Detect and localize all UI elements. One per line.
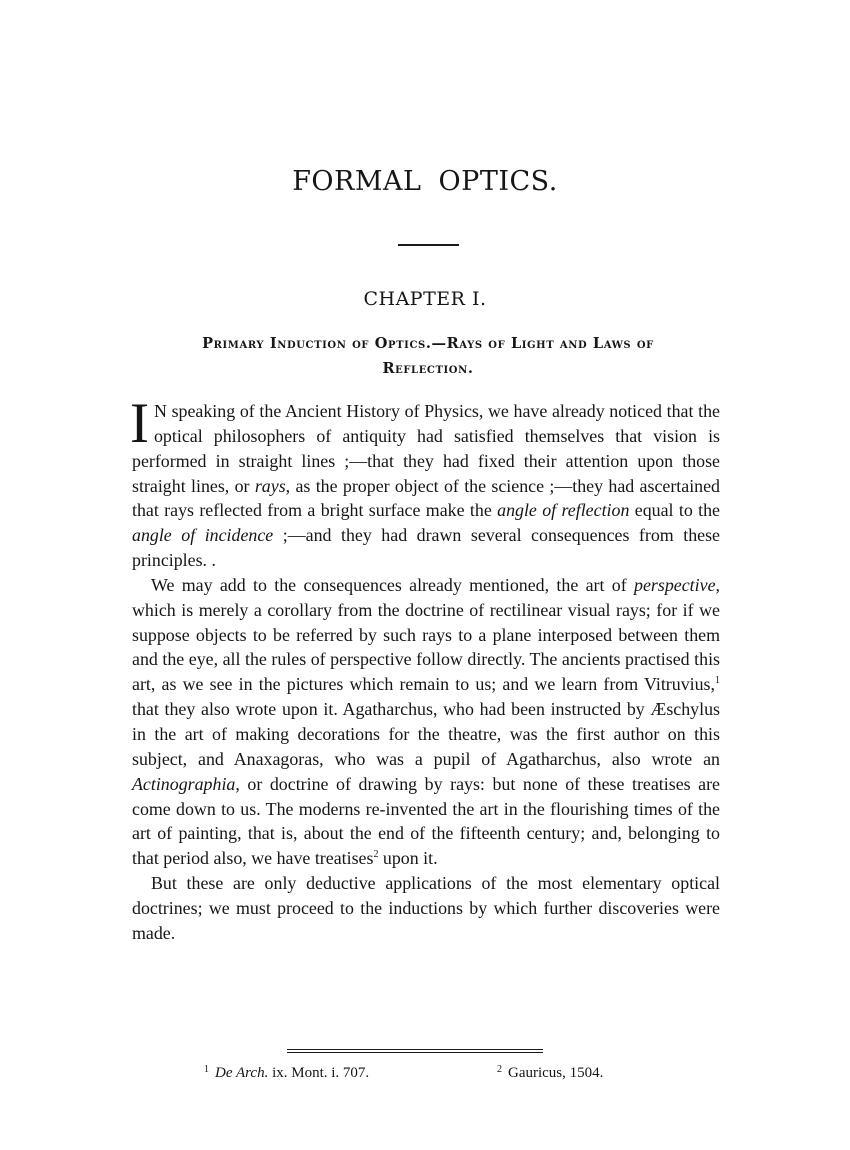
footnote-divider-double <box>287 1052 543 1053</box>
footnote-ref-2[interactable]: 2 <box>373 849 379 861</box>
page-title: FORMAL OPTICS. <box>292 166 558 197</box>
paragraph-1-text-1: N speaking of the Ancient History of Physics, we have already noticed that the optical philosophers of antiquity had satisfied themselves that vision is performed in straight lines ;—that they had fixed their attention upon those straight lines, or <box>132 401 720 496</box>
footnote-1 <box>204 1064 369 1082</box>
paragraph-3: But these are only deductive applications of the most elementary optical doctrines; we must proceed to the inductions by which further discoveries were made. <box>132 873 720 943</box>
footnote-2-mark: 2 <box>497 1064 502 1075</box>
chapter-heading: CHAPTER I. <box>363 288 487 310</box>
paragraph-1-italic-rays: rays <box>254 475 286 496</box>
paragraph-2-italic-perspective: perspective <box>634 574 716 595</box>
body-text <box>130 392 721 946</box>
paragraph-2-text-2: , which is merely a corollary from the doctrine of rectilinear visual rays; for if we suppose objects to be referred by such rays to a plane interposed between them and the eye, all the rules of perspective follow directly. The ancients practised this art, as we see in the pictures which remain to us; and we learn from Vitruvius, <box>132 574 720 695</box>
paragraph-2-text-1: We may add to the consequences already mentioned, the art of <box>151 574 635 595</box>
paragraph-1-text-4: ;—and they had drawn several consequences from these principles. . <box>132 525 720 571</box>
paragraph-2 <box>132 573 720 871</box>
title-divider <box>398 244 459 246</box>
footnote-1-mark: 1 <box>204 1064 209 1075</box>
drop-cap: I <box>130 392 149 455</box>
footnote-2 <box>497 1064 603 1082</box>
paragraph-1 <box>130 392 721 573</box>
paragraph-1-text-3: equal to the <box>629 500 720 521</box>
paragraph-2-text-4: , or doctrine of drawing by rays: but none of these treatises are come down to us. The moderns re-invented the art in the flourishing times of the art of painting, that is, about the end of the fifteenth century; and, belonging to that period also, we have treatises <box>132 773 720 869</box>
footnote-1-text: ix. Mont. i. 707. <box>268 1065 370 1081</box>
footnote-ref-1[interactable]: 1 <box>715 675 720 687</box>
paragraph-2-text-5: upon it. <box>378 848 438 869</box>
footnote-divider-left <box>287 1049 543 1050</box>
paragraph-1-italic-angle-incidence: angle of incidence <box>132 525 274 546</box>
paragraph-2-text-3: that they also wrote upon it. Agatharchus, who had been instructed by Æschylus in the art of making decorations for the theatre, was the first author on this subject, and Anaxagoras, who was a pupil of Agatharchus, also wrote an <box>132 699 720 769</box>
paragraph-1-text-2: , as the proper object of the science ;—they had ascertained that rays reflected from a bright surface make the <box>132 475 721 521</box>
paragraph-2-italic-actinographia: Actinographia <box>132 773 236 794</box>
chapter-subheading <box>128 331 728 381</box>
footnote-2-text: Gauricus, 1504. <box>508 1065 604 1081</box>
subheading-line-1: Primary Induction of Optics.—Rays of Light and Laws of <box>202 335 654 352</box>
paragraph-1-italic-angle-reflection: angle of reflection <box>497 500 630 521</box>
footnote-1-italic: De Arch. <box>215 1065 269 1081</box>
subheading-line-2: Reflection. <box>382 360 474 377</box>
